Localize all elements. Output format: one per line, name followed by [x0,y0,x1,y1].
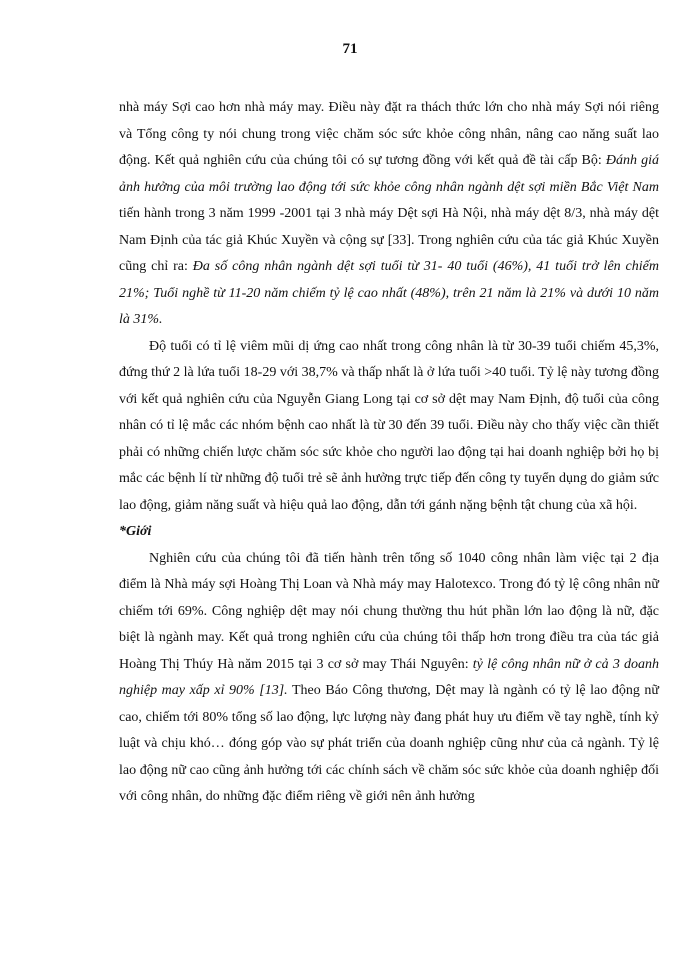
paragraph-1-text-a: nhà máy Sợi cao hơn nhà máy may. Điều này đặt ra thách thức lớn cho nhà máy Sợi nói riêng và Tổng công ty nói chung trong việc chăm sóc sức khỏe công nhân, nâng cao năng suất lao động. Kết quả nghiên cứu của chúng tôi có sự tương đồng với kết quả đề tài cấp Bộ: [119,100,659,168]
paragraph-3-text-a: Nghiên cứu của chúng tôi đã tiến hành trên tổng số 1040 công nhân làm việc tại 2 địa điểm là Nhà máy sợi Hoàng Thị Loan và Nhà máy may Halotexco. Trong đó tỷ lệ công nhân nữ chiếm tới 69%. Công nghiệp dệt may nói chung thường thu hút phần lớn lao động là nữ, đặc biệt là ngành may. Kết quả trong nghiên cứu của chúng tôi thấp hơn trong điều tra của tác giả Hoàng Thị Thúy Hà năm 2015 tại 3 cơ sở may Thái Nguyên: [119,550,659,672]
section-heading-gender: *Giới [119,524,152,539]
page-number: 71 [342,41,358,57]
paragraph-1-italic-title: Đánh giá ảnh hưởng của môi trường lao động tới sức khỏe công nhân ngành dệt sợi miền Bắc Việt Nam [119,153,660,195]
paragraph-3-text-c: Theo Báo Công thương, Dệt may là ngành có tỷ lệ lao động nữ cao, chiếm tới 80% tổng số lao động, lực lượng này đang phát huy ưu điểm về tay nghề, tính kỷ luật và chịu khó… đóng góp vào sự phát triển của doanh nghiệp cũng như của cả ngành. Tỷ lệ lao động nữ cao cũng ảnh hưởng tới các chính sách về chăm sóc sức khỏe của doanh nghiệp đối với công nhân, do những đặc điểm riêng về giới nên ảnh hưởng [119,683,659,804]
paragraph-3-italic-quote: tỷ lệ công nhân nữ ở cả 3 doanh nghiệp may xấp xỉ 90% [13]. [119,656,659,698]
body-text [119,95,659,811]
paragraph-2: Độ tuổi có tỉ lệ viêm mũi dị ứng cao nhất trong công nhân là từ 30-39 tuổi chiếm 45,3%, đứng thứ 2 là lứa tuổi 18-29 với 38,7% và thấp nhất là ở lứa tuổi >40 tuổi. Tỷ lệ này tương đồng với kết quả nghiên cứu của Nguyễn Giang Long tại cơ sở dệt may Nam Định, độ tuổi của công nhân có tỉ lệ mắc các nhóm bệnh cao nhất là từ 30 đến 39 tuổi. Điều này cho thấy việc cần thiết phải có những chiến lược chăm sóc sức khỏe cho người lao động tại hai doanh nghiệp bởi họ bị mắc các bệnh lí từ những độ tuổi trẻ sẽ ảnh hưởng trực tiếp đến công ty tuyển dụng do giảm sức lao động, giảm năng suất và hiệu quả lao động, dẫn tới gánh nặng bệnh tật chung của xã hội. [119,338,659,513]
paragraph-1 [119,95,659,334]
paragraph-3 [119,546,659,811]
paragraph-1-italic-quote: Đa số công nhân ngành dệt sợi tuổi từ 31- 40 tuổi (46%), 41 tuổi trở lên chiếm 21%; Tuổi nghề từ 11-20 năm chiếm tỷ lệ cao nhất (48%), trên 21 năm là 21% và dưới 10 năm là 31%. [119,259,659,327]
paragraph-1-text-c: tiến hành trong 3 năm 1999 -2001 tại 3 nhà máy Dệt sợi Hà Nội, nhà máy dệt 8/3, nhà máy dệt Nam Định của tác giả Khúc Xuyền và cộng sự [33]. Trong nghiên cứu của tác giả Khúc Xuyền cũng chỉ ra: [119,206,659,274]
